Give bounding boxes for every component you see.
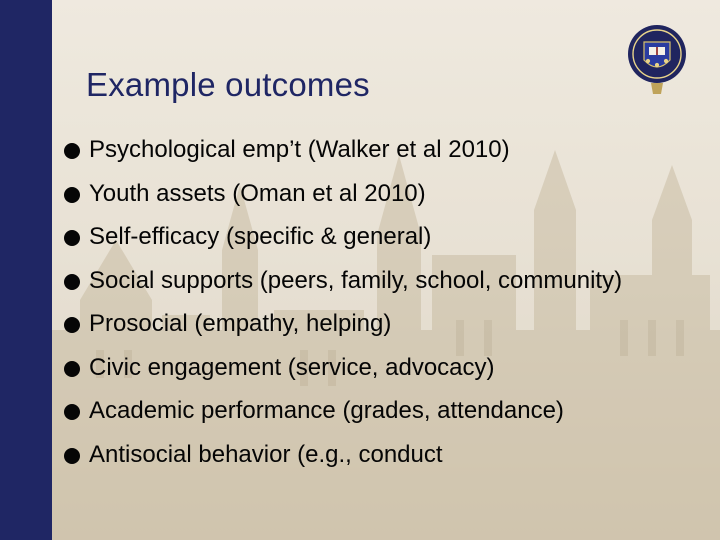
left-navy-bar (0, 0, 52, 540)
bullet-item: Social supports (peers, family, school, community) (62, 265, 702, 298)
bullet-item: Self-efficacy (specific & general) (62, 221, 702, 254)
bullet-item: Prosocial (empathy, helping) (62, 308, 702, 341)
bullet-item: Antisocial behavior (e.g., conduct (62, 439, 702, 472)
slide-title: Example outcomes (86, 66, 370, 103)
bullet-item: Academic performance (grades, attendance) (62, 395, 702, 428)
university-crest-icon (622, 22, 692, 98)
outcomes-bullet-list (62, 134, 702, 482)
bullet-item: Youth assets (Oman et al 2010) (62, 178, 702, 211)
bullet-item: Psychological emp’t (Walker et al 2010) (62, 134, 702, 167)
bullet-item: Civic engagement (service, advocacy) (62, 352, 702, 385)
